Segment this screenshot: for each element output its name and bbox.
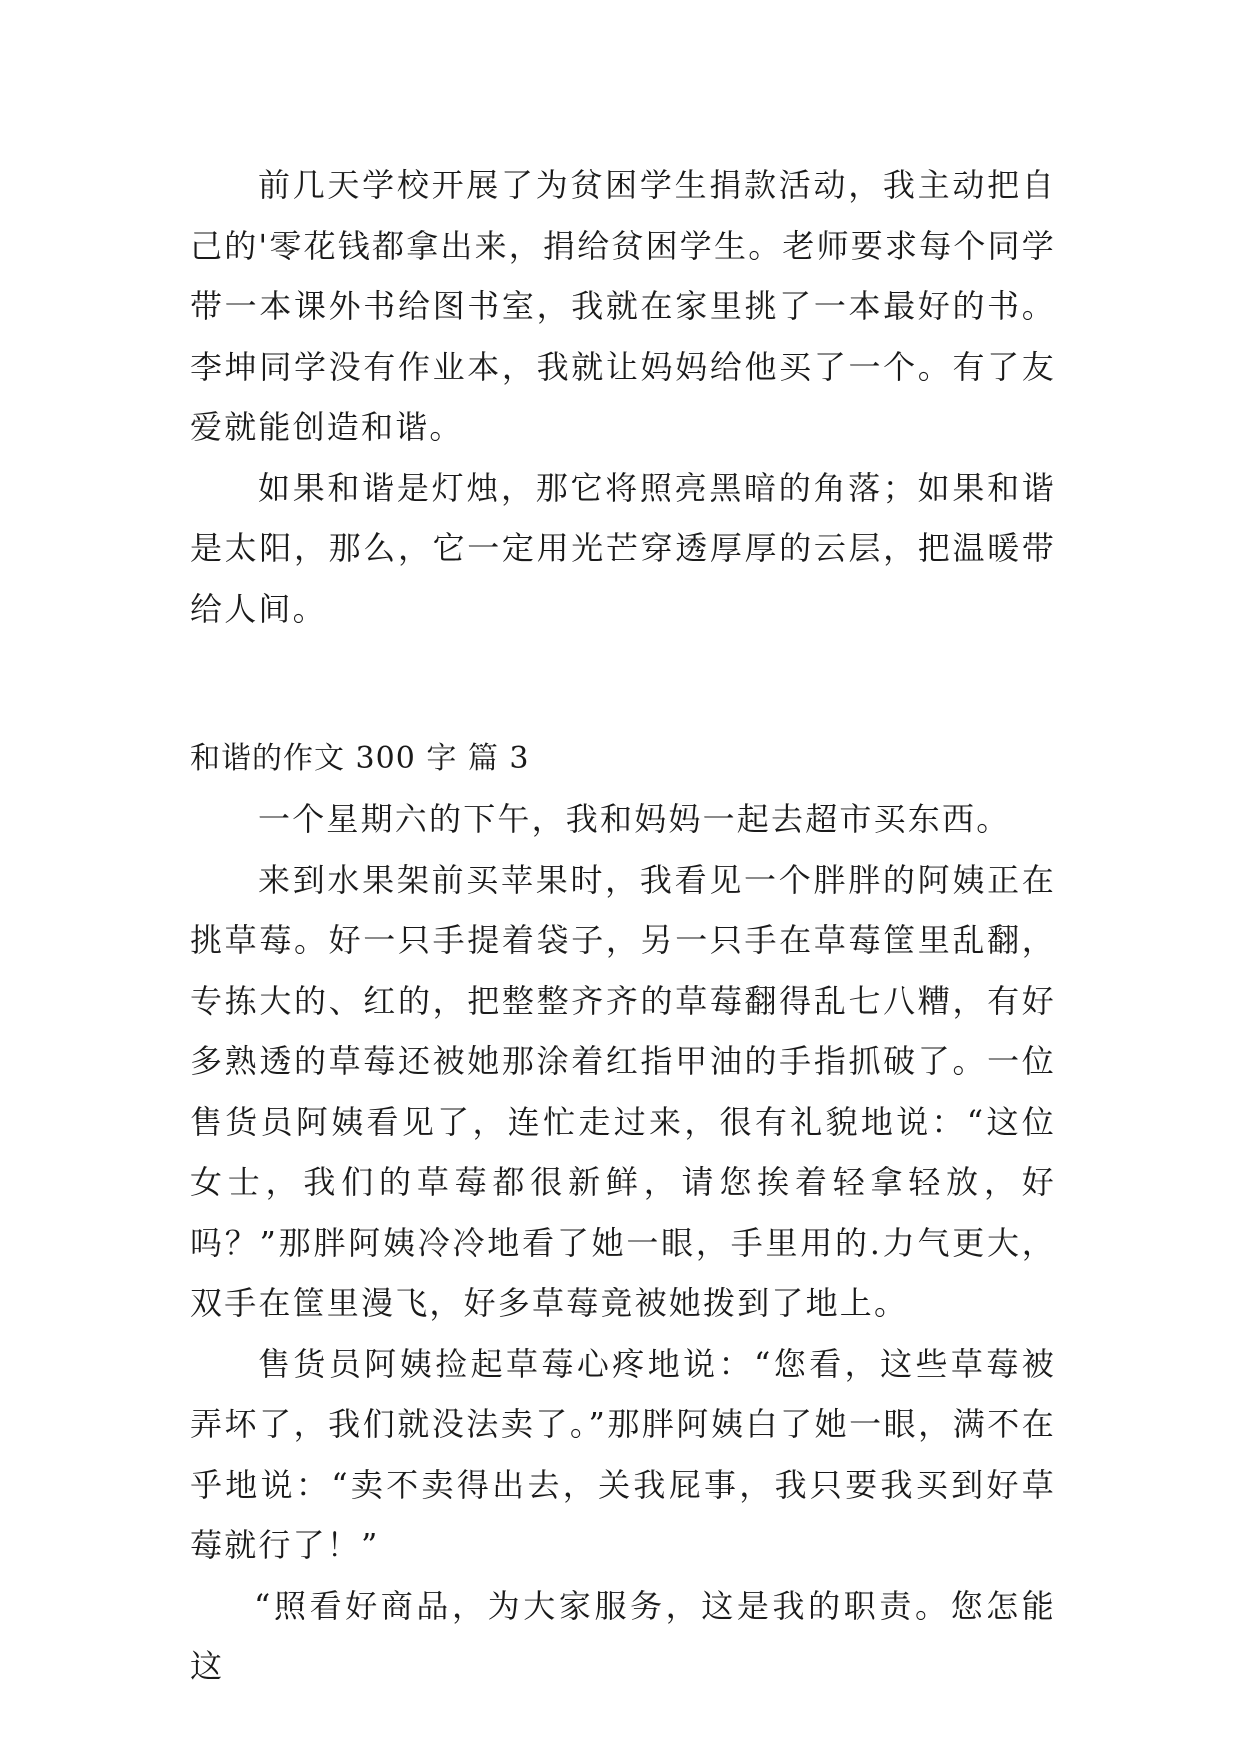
paragraph-duty: “照看好商品，为大家服务，这是我的职责。您怎能这 [190,1586,1056,1685]
section-gap [190,639,1056,729]
paragraph-harmony-metaphor: 如果和谐是灯烛，那它将照亮黑暗的角落；如果和谐是太阳，那么，它一定用光芒穿透厚厚的云层，把温暖带给人间。 [190,468,1056,628]
paragraph-strawberries: 来到水果架前买苹果时，我看见一个胖胖的阿姨正在挑草莓。好一只手提着袋子，另一只手在草莓筐里乱翻，专拣大的、红的，把整整齐齐的草莓翻得乱七八糟，有好多熟透的草莓还被她那涂着红指甲油的手指抓破了。一位售货员阿姨看见了，连忙走过来，很有礼貌地说：“这位女士，我们的草莓都很新鲜，请您挨着轻拿轻放，好吗？”那胖阿姨冷冷地看了她一眼，手里用的.力气更大，双手在筐里漫飞，好多草莓竟被她拨到了地上。 [190,860,1056,1322]
section-heading: 和谐的作文 300 字 篇 3 [190,741,530,776]
paragraph-donation: 前几天学校开展了为贫困学生捐款活动，我主动把自己的'零花钱都拿出来，捐给贫困学生。老师要求每个同学带一本课外书给图书室，我就在家里挑了一本最好的书。李坤同学没有作业本，我就让妈妈给他买了一个。有了友爱就能创造和谐。 [190,166,1056,446]
paragraph-saturday: 一个星期六的下午，我和妈妈一起去超市买东西。 [258,800,1011,838]
document-body [190,155,1056,1697]
paragraph-clerk-reply: 售货员阿姨捡起草莓心疼地说：“您看，这些草莓被弄坏了，我们就没法卖了。”那胖阿姨白了她一眼，满不在乎地说：“卖不卖得出去，关我屁事，我只要我买到好草莓就行了！” [190,1344,1056,1564]
